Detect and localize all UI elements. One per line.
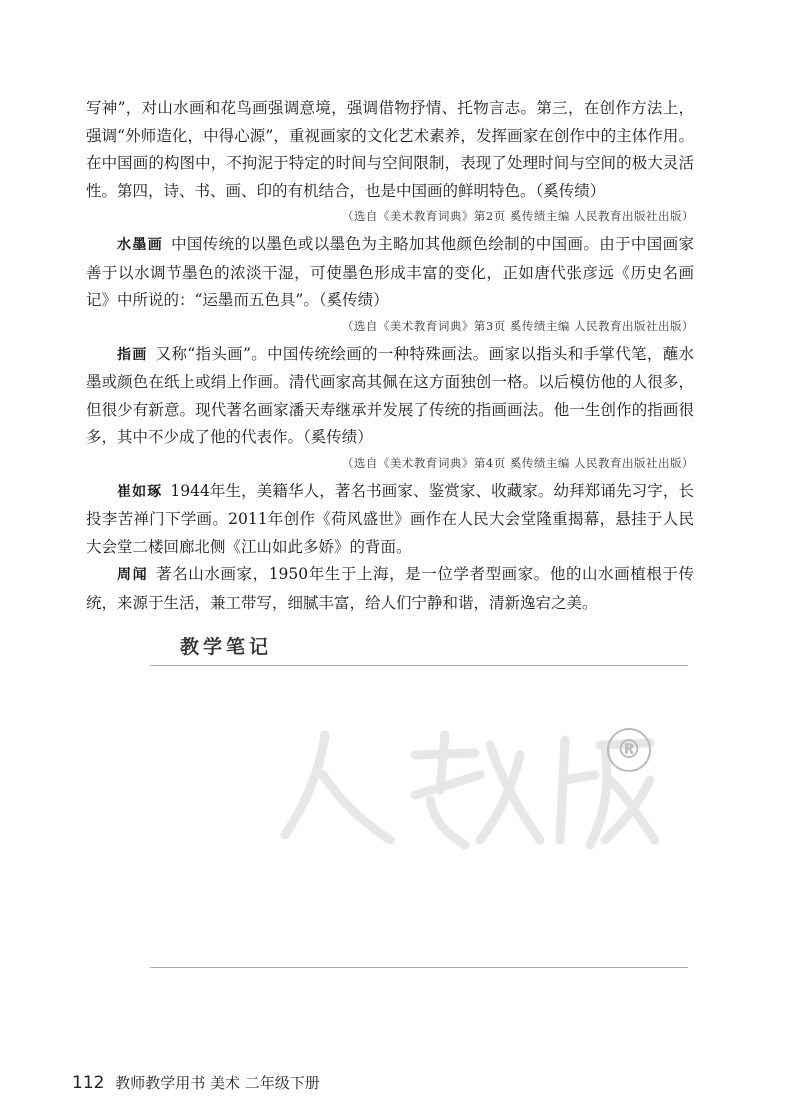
book-title: 教师教学用书 美术 二年级下册	[115, 1074, 320, 1092]
entry-term: 指画	[117, 346, 148, 363]
entry-text: 又称“指头画”。中国传统绘画的一种特殊画法。画家以指头和手掌代笔，蘸水墨或颜色在纸上或绢上作画。清代画家高其佩在这方面独创一格。以后模仿他的人很多，但很少有新意。现代著名画家潘天寿继承并发展了传统的指画画法。他一生创作的指画很多，其中不少成了他的代表作。（奚传绩）	[86, 344, 695, 446]
entry-zhou-wen	[86, 561, 694, 617]
source-citation: （选自《美术教育词典》第4页 奚传绩主编 人民教育出版社出版）	[341, 455, 694, 470]
entry-text: 著名山水画家，1950年生于上海，是一位学者型画家。他的山水画植根于传统，来源于生活，兼工带写，细腻丰富，给人们宁静和谐，清新逸宕之美。	[86, 565, 694, 612]
entry-text: 中国传统的以墨色或以墨色为主略加其他颜色绘制的中国画。由于中国画家善于以水调节墨色的浓淡干湿，可使墨色形成丰富的变化，正如唐代张彦远《历史名画记》中所说的：“运墨而五色具”。（奚传绩）	[86, 235, 694, 309]
entry-cui-ruzhuo	[86, 478, 694, 562]
registered-mark-icon: ®	[607, 728, 651, 772]
entry-term: 周闻	[117, 567, 149, 583]
source-citation: （选自《美术教育词典》第2页 奚传绩主编 人民教育出版社出版）	[341, 209, 694, 223]
notes-top-rule	[150, 665, 688, 666]
notes-bottom-rule	[150, 967, 688, 968]
publisher-logo-watermark	[265, 715, 665, 865]
entry-term: 水墨画	[117, 237, 164, 253]
page-footer	[72, 1072, 320, 1093]
main-text	[86, 95, 694, 617]
entry-text: 1944年生，美籍华人，著名书画家、鉴赏家、收藏家。幼拜郑诵先习字，长投李苦禅门下学画。2011年创作《荷风盛世》画作在人民大会堂隆重揭幕，悬挂于人民大会堂二楼回廊北侧《江山如此多娇》的背面。	[86, 481, 694, 556]
paragraph-intro: 写神”，对山水画和花鸟画强调意境，强调借物抒情、托物言志。第三，在创作方法上，强调“外师造化，中得心源”，重视画家的文化艺术素养，发挥画家在创作中的主体作用。在中国画的构图中，不拘泥于特定的时间与空间限制，表现了处理时间与空间的极大灵活性。第四，诗、书、画、印的有机结合，也是中国画的鲜明特色。（奚传绩）	[86, 99, 694, 200]
entry-finger-painting	[86, 341, 694, 452]
page-number: 112	[72, 1073, 105, 1093]
entry-ink-painting	[86, 231, 694, 315]
source-citation: （选自《美术教育词典》第3页 奚传绩主编 人民教育出版社出版）	[341, 318, 694, 333]
teaching-notes-heading: 教学笔记	[180, 636, 273, 658]
entry-term: 崔如琢	[117, 483, 163, 500]
